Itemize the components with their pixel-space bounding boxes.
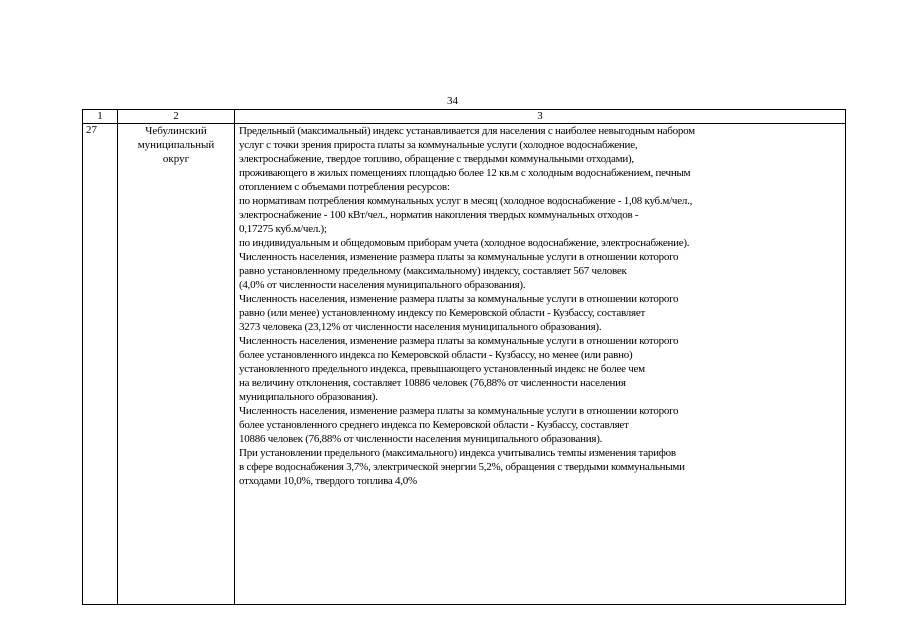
- description-line: Предельный (максимальный) индекс устанавливается для населения с наиболее невыгодным набором: [239, 125, 695, 137]
- municipality-name-line: округ: [162, 153, 190, 165]
- description-line: Численность населения, изменение размера платы за коммунальные услуги в отношении которого: [239, 251, 679, 263]
- municipality-name-line: Чебулинский: [145, 125, 207, 137]
- row-number: 27: [83, 124, 118, 605]
- index-description: [235, 124, 846, 605]
- description-line: электроснабжение - 100 кВт/чел., норматив накопления твердых коммунальных отходов -: [239, 209, 639, 221]
- header-col-3: 3: [235, 110, 846, 124]
- description-line: муниципального образования).: [239, 391, 378, 403]
- description-line: отоплением с объемами потребления ресурсов:: [239, 181, 450, 193]
- description-line: установленного предельного индекса, превышающего установленный индекс не более чем: [239, 363, 645, 375]
- description-line: (4,0% от численности населения муниципального образования).: [239, 279, 526, 291]
- description-line: 10886 человек (76,88% от численности населения муниципального образования).: [239, 433, 603, 445]
- description-line: равно установленному предельному (максимальному) индексу, составляет 567 человек: [239, 265, 627, 277]
- description-line: электроснабжение, твердое топливо, обращение с твердыми коммунальными отходами),: [239, 153, 634, 165]
- description-line: отходами 10,0%, твердого топлива 4,0%: [239, 475, 417, 487]
- description-line: Численность населения, изменение размера платы за коммунальные услуги в отношении которого: [239, 335, 679, 347]
- description-line: по нормативам потребления коммунальных услуг в месяц (холодное водоснабжение - 1,08 куб.м/чел.,: [239, 195, 693, 207]
- table-header-row: [83, 110, 846, 124]
- header-col-1: 1: [83, 110, 118, 124]
- description-line: более установленного индекса по Кемеровской области - Кузбассу, но менее (или равно): [239, 349, 633, 361]
- description-line: на величину отклонения, составляет 10886 человек (76,88% от численности населения: [239, 377, 626, 389]
- description-line: услуг с точки зрения прироста платы за коммунальные услуги (холодное водоснабжение,: [239, 139, 638, 151]
- description-line: более установленного среднего индекса по Кемеровской области - Кузбассу, составляет: [239, 419, 629, 431]
- tariff-index-table: [82, 109, 846, 605]
- header-col-2: 2: [118, 110, 235, 124]
- description-line: Численность населения, изменение размера платы за коммунальные услуги в отношении которого: [239, 293, 679, 305]
- description-line: 0,17275 куб.м/чел.);: [239, 223, 327, 235]
- description-line: по индивидуальным и общедомовым приборам учета (холодное водоснабжение, электроснабжение).: [239, 237, 690, 249]
- page-number: 34: [447, 95, 458, 107]
- description-line: равно (или менее) установленному индексу по Кемеровской области - Кузбассу, составляет: [239, 307, 646, 319]
- description-line: Численность населения, изменение размера платы за коммунальные услуги в отношении которого: [239, 405, 679, 417]
- description-line: При установлении предельного (максимального) индекса учитывались темпы изменения тарифов: [239, 447, 676, 459]
- description-line: проживающего в жилых помещениях площадью более 12 кв.м с холодным водоснабжением, печным: [239, 167, 691, 179]
- description-line: 3273 человека (23,12% от численности населения муниципального образования).: [239, 321, 602, 333]
- municipality-name: [118, 124, 235, 605]
- description-line: в сфере водоснабжения 3,7%, электрической энергии 5,2%, обращения с твердыми коммунальными: [239, 461, 685, 473]
- municipality-name-line: муниципальный: [137, 139, 215, 151]
- table-row: [83, 124, 846, 605]
